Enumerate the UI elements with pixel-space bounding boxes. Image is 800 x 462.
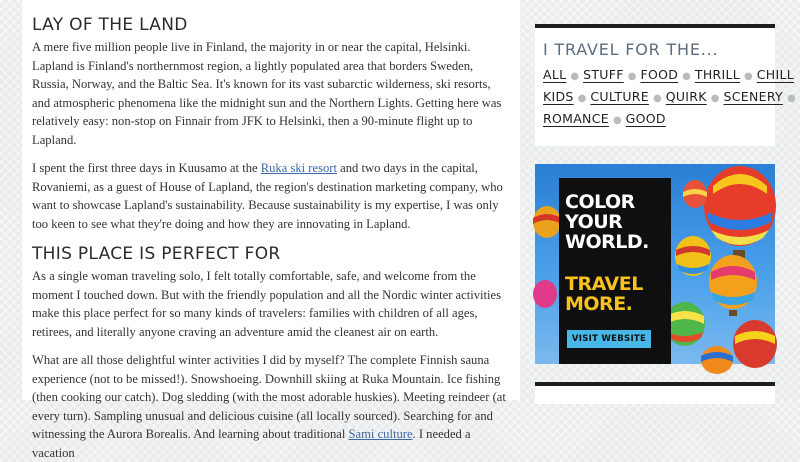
paragraph-2-text-b: and two days in the capital, Rovaniemi, as a guest of House of Lapland, the region's destination marketing company, who want to showcase Lapland's sustainability. Because sustainability is my expertise, I was only too keen to see what they're doing and how they are innovating in Lapland. [32,161,503,231]
balloon-center [675,236,711,276]
separator-dot: ● [612,115,622,126]
balloon-bottom [701,346,733,374]
tag-quirk[interactable]: QUIRK [665,89,707,104]
tag-food[interactable]: FOOD [640,67,679,82]
balloon-large [704,166,776,258]
tag-chill[interactable]: CHILL [756,67,795,82]
paragraph-2 [32,159,508,233]
balloon-small-top [683,180,707,208]
tag-stuff[interactable]: STUFF [583,67,624,82]
balloon-left [533,206,561,238]
tag-thrill[interactable]: THRILL [694,67,741,82]
separator-dot: ● [627,71,637,82]
paragraph-2-text-a: I spent the first three days in Kuusamo at the [32,161,261,175]
widget-title: I TRAVEL FOR THE... [543,40,719,59]
balloon-left-low [533,280,557,308]
separator-dot: ● [786,93,796,104]
paragraph-1: A mere five million people live in Finland, the majority in or near the capital, Helsinki. Lapland is Finland's northernmost region, a lightly populated area that borders Sweden, Russia, Norway, and the Baltic Sea. It's known for its vast subarctic wilderness, ski resorts, and atmospheric phenomena like the midnight sun and the Northern Lights. Getting here was relatively easy: non-stop on Finnair from JFK to Helsinki, then a 90-minute flight up to Lapland. [32,40,502,147]
tag-romance[interactable]: ROMANCE [543,111,609,126]
ad-headline: COLOR YOUR WORLD. [565,191,649,253]
next-sidebar-widget [535,382,775,404]
ad-text-box [559,178,671,364]
ruka-ski-resort-link[interactable]: Ruka ski resort [260,161,337,175]
sami-culture-link[interactable]: Sami culture [348,427,413,441]
paragraph-4-text-b: . I needed a vacation [32,427,471,460]
paragraph-4 [32,351,508,462]
section-heading-lay-of-the-land: LAY OF THE LAND [32,15,188,35]
balloon-mid-right [709,255,757,316]
tag-culture[interactable]: CULTURE [590,89,649,104]
tag-list [543,65,796,131]
sidebar [535,0,796,400]
article-content [22,0,520,460]
separator-dot: ● [570,71,580,82]
tag-kids[interactable]: KIDS [543,89,574,104]
paragraph-3: As a single woman traveling solo, I felt totally comfortable, safe, and welcome from the moment I touched down. But with the friendly population and all the Nordic winter activities make this place perfect for so many kinds of travelers: families with children of all ages, retirees, and literally anyone craving an adventure amid the cleanest air on earth. [32,269,502,339]
ad-subheadline: TRAVEL MORE. [565,273,643,315]
separator-dot: ● [682,71,691,82]
visit-website-button[interactable]: VISIT WEBSITE [567,330,651,348]
balloon-lower-center [665,302,705,346]
tag-all[interactable]: ALL [543,67,567,82]
section-heading-perfect-for: THIS PLACE IS PERFECT FOR [32,244,281,264]
separator-dot: ● [652,93,662,104]
paragraph-4-text-a: What are all those delightful winter activities I did by myself? The complete Finnish sauna experience (not to be missed!). Snowshoeing. Downhill skiing at Ruka Mountain. Ice fishing (then cooking our catch). Dog sledding (with the most adorable huskies). Meeting reindeer (at every turn). Sampling unusual and delicious cuisine (all locally sourced). Searching for and witnessing the Aurora Borealis. And learning about traditional [32,353,506,441]
separator-dot: ● [744,71,753,82]
separator-dot: ● [577,93,587,104]
tag-good[interactable]: GOOD [625,111,666,126]
separator-dot: ● [710,93,720,104]
balloon-lower-right [733,320,777,368]
tag-scenery[interactable]: SCENERY [723,89,783,104]
travel-categories-widget [535,24,796,146]
advertisement-banner[interactable] [535,164,775,364]
